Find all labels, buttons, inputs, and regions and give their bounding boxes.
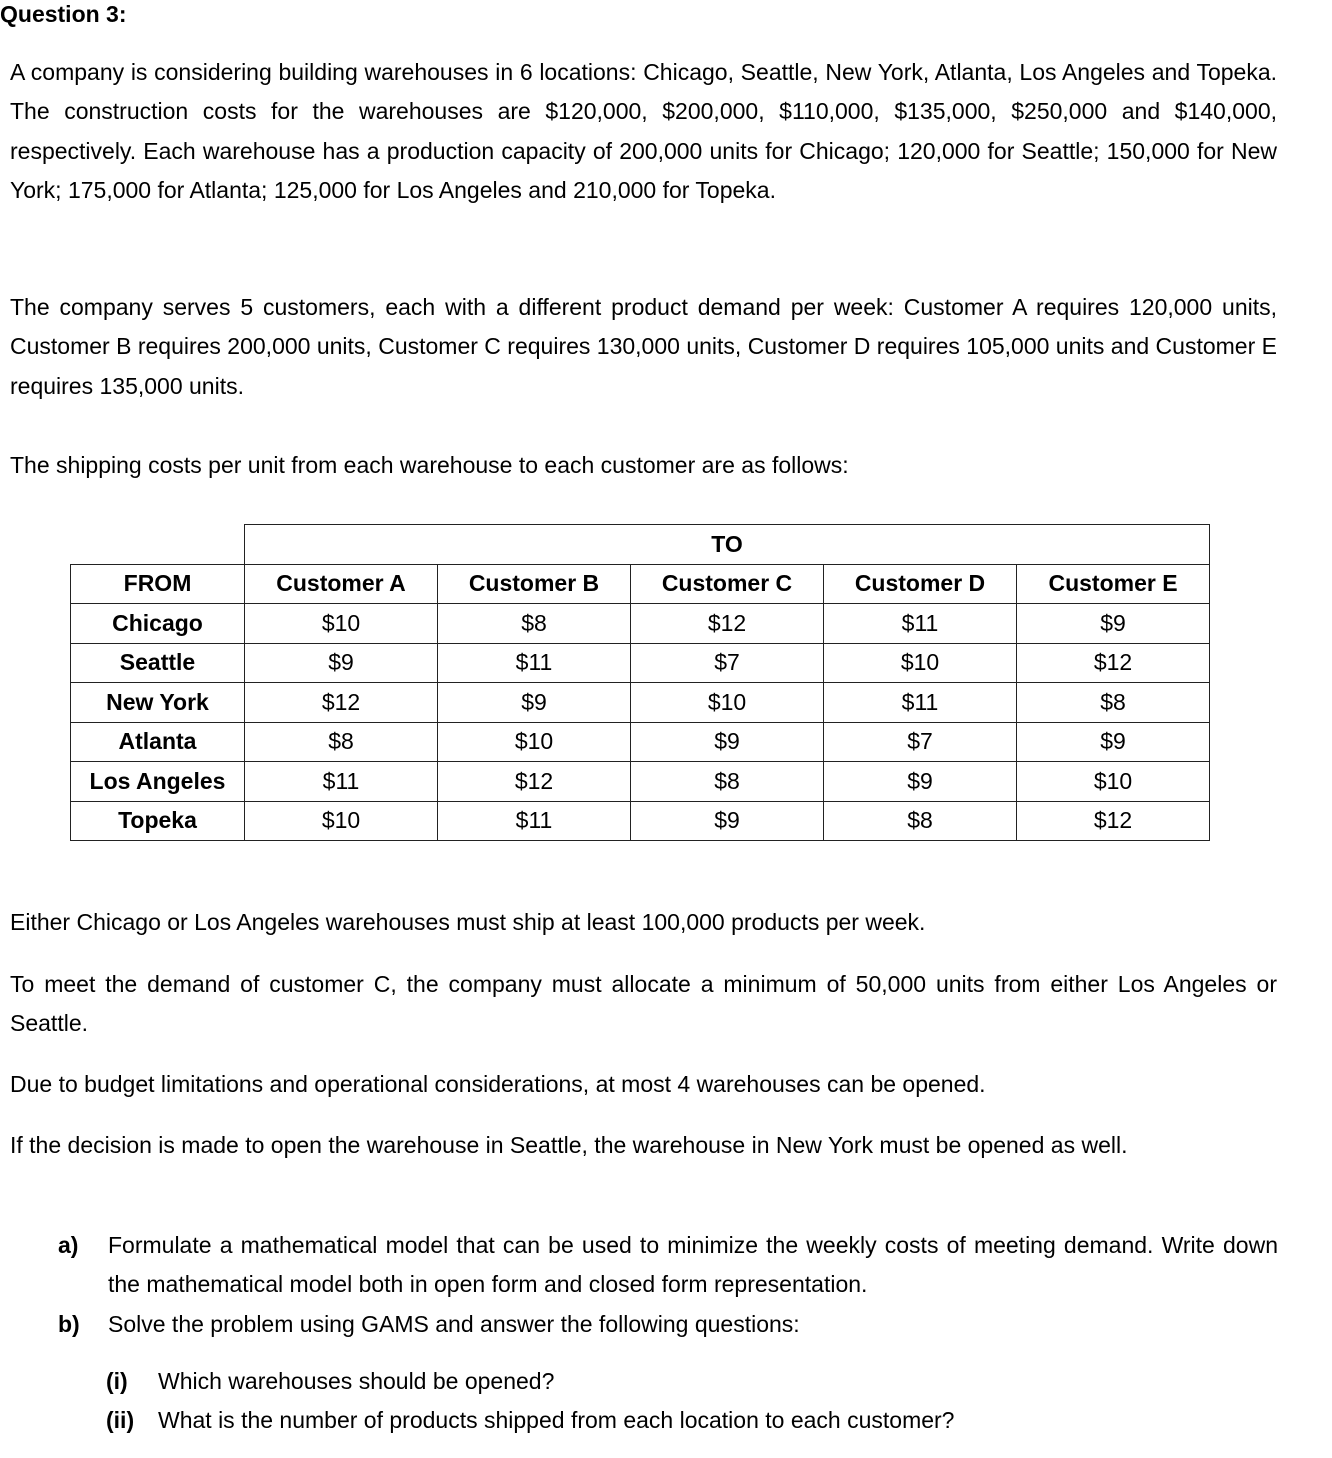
- row-location: New York: [71, 683, 245, 723]
- cost-cell: $12: [631, 604, 824, 644]
- cost-cell: $8: [438, 604, 631, 644]
- task-list: [58, 1226, 1278, 1344]
- cost-cell: $10: [824, 643, 1017, 683]
- table-row: [71, 762, 1210, 802]
- cost-cell: $12: [1017, 643, 1210, 683]
- cost-cell: $9: [438, 683, 631, 723]
- table-row: [71, 722, 1210, 762]
- cost-cell: $9: [245, 643, 438, 683]
- column-header: Customer E: [1017, 564, 1210, 604]
- cost-cell: $8: [1017, 683, 1210, 723]
- cost-cell: $10: [438, 722, 631, 762]
- table-corner-blank: [71, 525, 245, 565]
- subquestion-text: Which warehouses should be opened?: [158, 1368, 555, 1394]
- table-row: [71, 643, 1210, 683]
- list-marker: b): [58, 1310, 80, 1337]
- list-item: [58, 1305, 1278, 1344]
- row-location: Chicago: [71, 604, 245, 644]
- row-location: Seattle: [71, 643, 245, 683]
- constraint-chicago-la: Either Chicago or Los Angeles warehouses must ship at least 100,000 products per week.: [10, 909, 926, 935]
- cost-cell: $10: [245, 801, 438, 841]
- cost-cell: $8: [245, 722, 438, 762]
- list-marker: a): [58, 1232, 79, 1258]
- cost-cell: $11: [245, 762, 438, 802]
- cost-cell: $12: [245, 683, 438, 723]
- cost-cell: $9: [1017, 722, 1210, 762]
- cost-cell: $8: [824, 801, 1017, 841]
- customers-paragraph: The company serves 5 customers, each with a different product demand per week: Customer A requires 120,000 units, Customer B requires 200,000 units, Customer C requires 130,000 units, Customer D requires 105,000 units and Customer E requires 135,000 units.: [10, 294, 1277, 399]
- cost-cell: $10: [245, 604, 438, 644]
- column-header: Customer D: [824, 564, 1017, 604]
- intro-paragraph: A company is considering building warehouses in 6 locations: Chicago, Seattle, New York, Atlanta, Los Angeles and Topeka. The construction costs for the warehouses are $120,000, $200,000, $110,000, $135,000, $250,000 and $140,000, respectively. Each warehouse has a production capacity of 200,000 units for Chicago; 120,000 for Seattle; 150,000 for New York; 175,000 for Atlanta; 125,000 for Los Angeles and 210,000 for Topeka.: [10, 59, 1277, 203]
- list-item: [106, 1362, 1206, 1401]
- list-item: [106, 1401, 1206, 1440]
- column-header: Customer B: [438, 564, 631, 604]
- row-location: Topeka: [71, 801, 245, 841]
- question-title: Question 3:: [0, 1, 127, 27]
- cost-cell: $9: [1017, 604, 1210, 644]
- cost-cell: $9: [631, 722, 824, 762]
- cost-cell: $10: [631, 683, 824, 723]
- cost-cell: $10: [1017, 762, 1210, 802]
- table-row: [71, 801, 1210, 841]
- table-row: [71, 604, 1210, 644]
- cost-cell: $11: [438, 801, 631, 841]
- from-header: FROM: [71, 564, 245, 604]
- cost-cell: $7: [824, 722, 1017, 762]
- to-header: TO: [245, 525, 1210, 565]
- constraint-max-warehouses: Due to budget limitations and operational considerations, at most 4 warehouses can be opened.: [10, 1071, 986, 1097]
- cost-cell: $11: [824, 683, 1017, 723]
- row-location: Atlanta: [71, 722, 245, 762]
- cost-cell: $8: [631, 762, 824, 802]
- cost-cell: $9: [631, 801, 824, 841]
- list-marker: (ii): [106, 1407, 135, 1434]
- cost-cell: $12: [438, 762, 631, 802]
- subquestion-text: What is the number of products shipped from each location to each customer?: [158, 1407, 955, 1434]
- cost-cell: $7: [631, 643, 824, 683]
- table-row: [71, 683, 1210, 723]
- shipping-cost-table: [70, 524, 1210, 841]
- list-item: [58, 1226, 1278, 1305]
- cost-cell: $11: [824, 604, 1017, 644]
- task-text: Formulate a mathematical model that can be used to minimize the weekly costs of meeting demand. Write down the mathematical model both in open form and closed form representation.: [108, 1232, 1278, 1298]
- cost-cell: $12: [1017, 801, 1210, 841]
- cost-cell: $9: [824, 762, 1017, 802]
- cost-cell: $11: [438, 643, 631, 683]
- constraint-seattle-newyork: If the decision is made to open the warehouse in Seattle, the warehouse in New York must be opened as well.: [10, 1132, 1128, 1158]
- column-header: Customer C: [631, 564, 824, 604]
- shipping-intro: The shipping costs per unit from each warehouse to each customer are as follows:: [10, 452, 849, 478]
- subquestion-list: [106, 1362, 1206, 1441]
- row-location: Los Angeles: [71, 762, 245, 802]
- task-text: Solve the problem using GAMS and answer the following questions:: [108, 1310, 800, 1337]
- list-marker: (i): [106, 1368, 128, 1394]
- column-header: Customer A: [245, 564, 438, 604]
- constraint-customer-c: To meet the demand of customer C, the company must allocate a minimum of 50,000 units from either Los Angeles or Seattle.: [10, 971, 1277, 1037]
